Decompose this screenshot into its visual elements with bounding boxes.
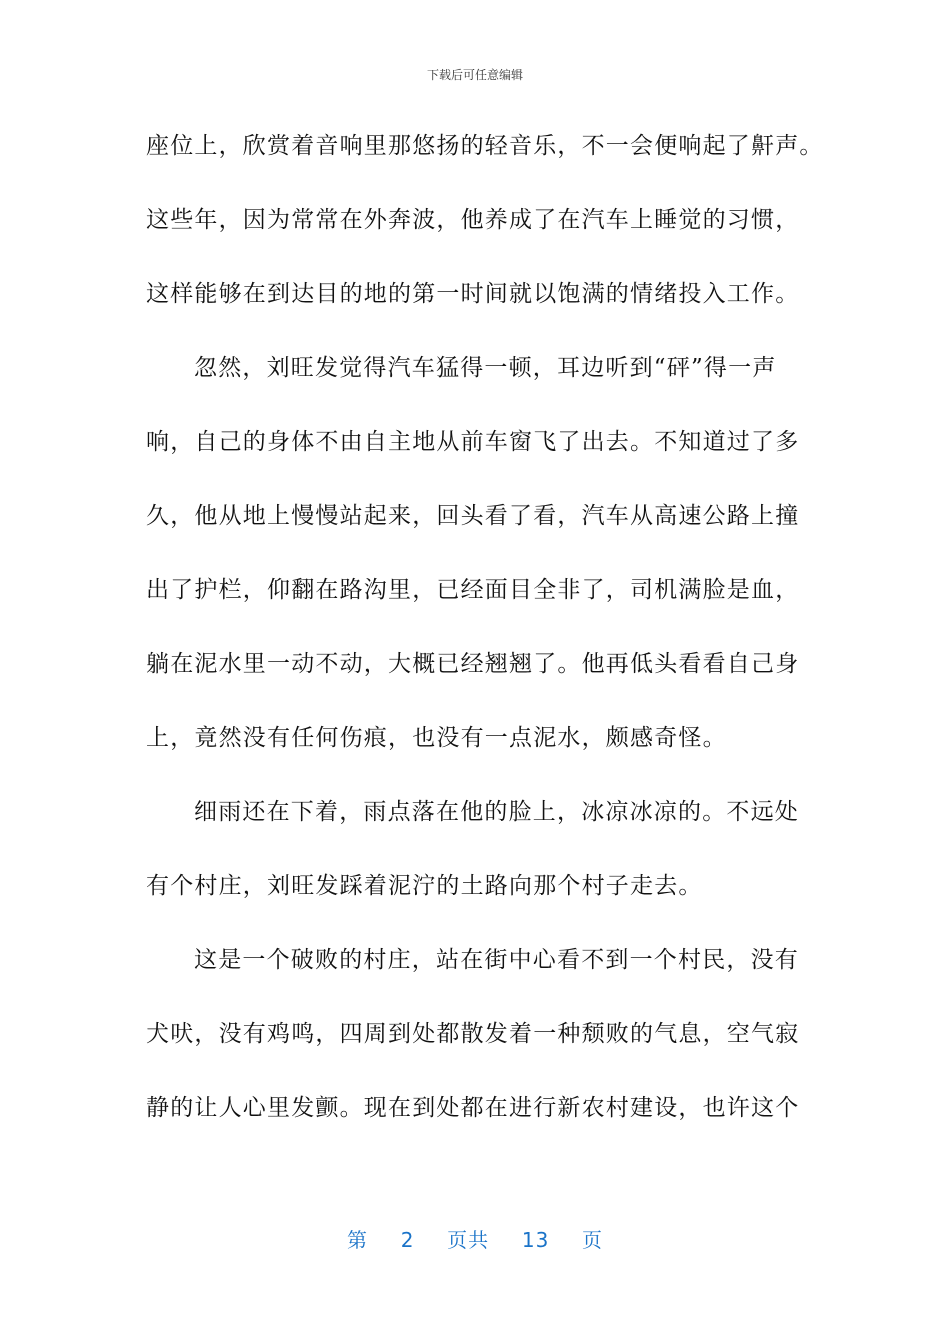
paragraph-first-line: 细雨还在下着，雨点落在他的脸上，冰凉冰凉的。不远处: [194, 799, 799, 825]
text-line: 响，自己的身体不由自主地从前车窗飞了出去。不知道过了多: [146, 429, 800, 455]
text-line: 犬吠，没有鸡鸣，四周到处都散发着一种颓败的气息，空气寂: [146, 1021, 800, 1047]
text-line: 静的让人心里发颤。现在到处都在进行新农村建设，也许这个: [146, 1095, 800, 1121]
footer-prefix: 第: [346, 1228, 368, 1252]
text-line: 有个村庄，刘旺发踩着泥泞的土路向那个村子走去。: [146, 873, 703, 899]
text-line: 出了护栏，仰翻在路沟里，已经面目全非了，司机满脸是血，: [146, 577, 800, 603]
text-line: 久，他从地上慢慢站起来，回头看了看，汽车从高速公路上撞: [146, 503, 800, 529]
footer-suffix: 页: [582, 1228, 604, 1252]
text-line: 这些年，因为常常在外奔波，他养成了在汽车上睡觉的习惯，: [146, 207, 800, 233]
page-total: 13: [521, 1228, 550, 1252]
page-footer: [0, 1224, 950, 1253]
text-line: 上，竟然没有任何伤痕，也没有一点泥水，颇感奇怪。: [146, 725, 727, 751]
page-number: 2: [400, 1228, 415, 1252]
text-line: 躺在泥水里一动不动，大概已经翘翘了。他再低头看看自己身: [146, 651, 800, 677]
text-line: 这样能够在到达目的地的第一时间就以饱满的情绪投入工作。: [146, 281, 800, 307]
footer-middle: 页共: [447, 1228, 490, 1252]
paragraph-first-line: 忽然，刘旺发觉得汽车猛得一顿，耳边听到“砰”得一声: [194, 355, 777, 381]
page-header: 下载后可任意编辑: [426, 68, 523, 82]
document-body: [146, 124, 824, 1160]
paragraph-first-line: 这是一个破败的村庄，站在街中心看不到一个村民，没有: [194, 947, 799, 973]
text-line: 座位上，欣赏着音响里那悠扬的轻音乐，不一会便响起了鼾声。: [146, 133, 824, 159]
